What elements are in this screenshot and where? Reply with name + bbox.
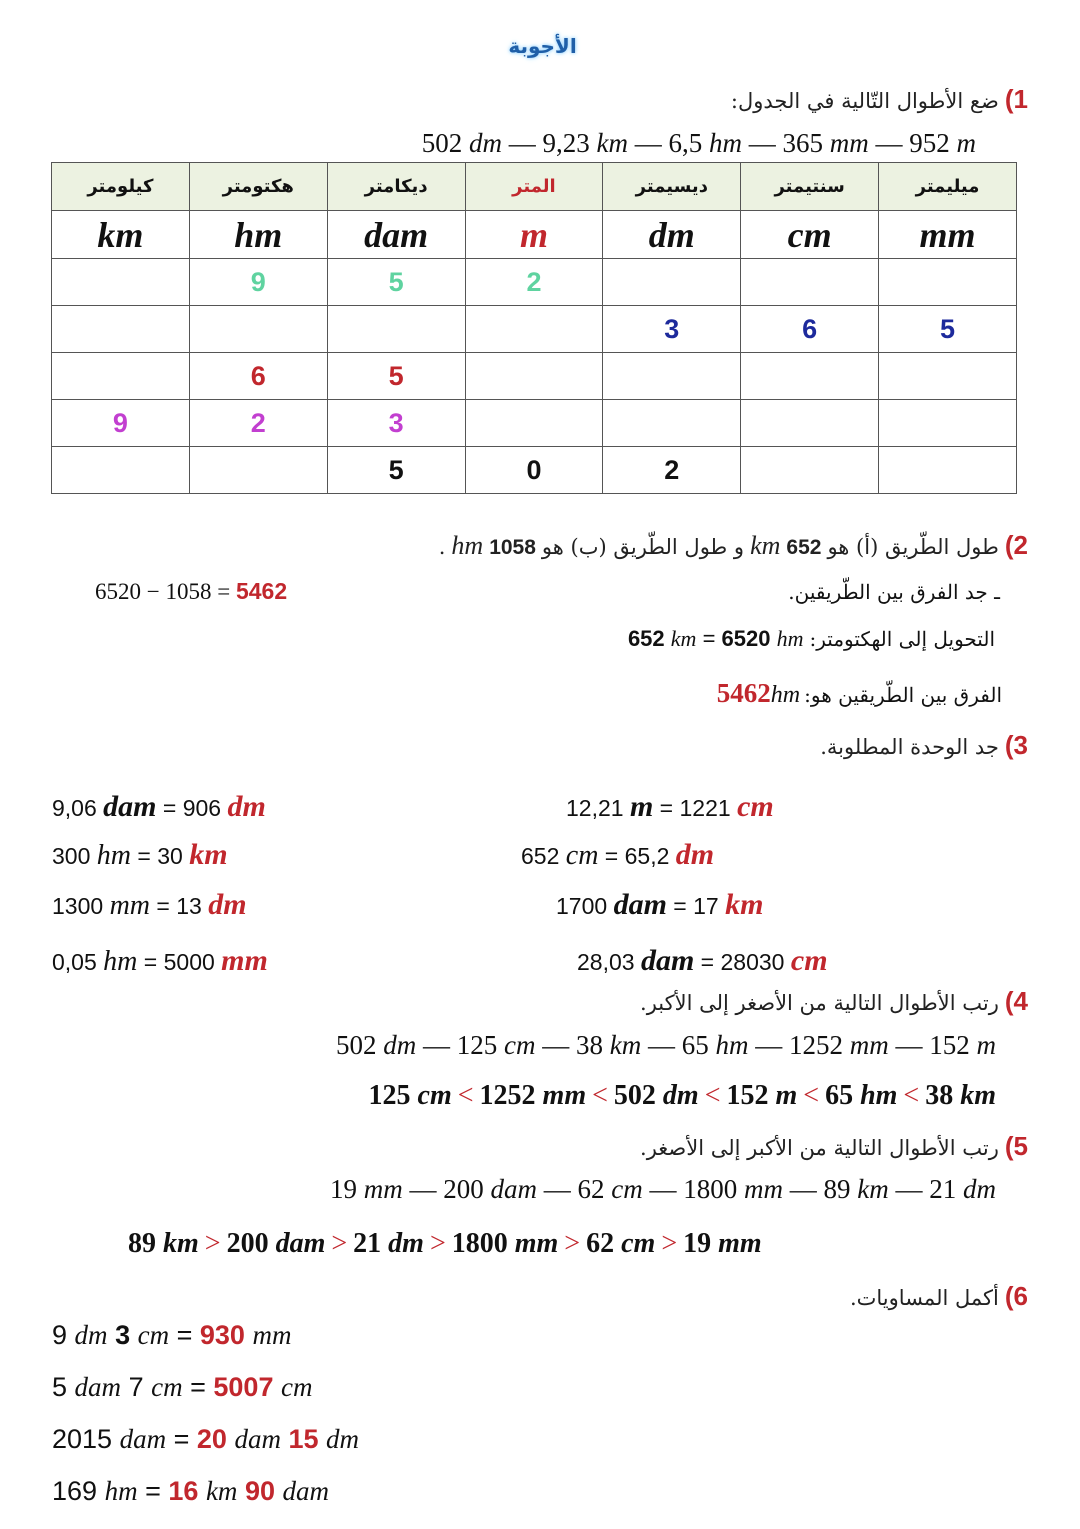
length-separator: — (535, 1030, 577, 1060)
comparison-operator: < (704, 1080, 721, 1111)
digit-cell (603, 259, 741, 306)
unit-name-cell: ميليمتر (879, 163, 1017, 211)
length-value: 200 (443, 1174, 491, 1204)
eq-result: 13 (176, 893, 209, 919)
unit-name-cell: سنتيمتر (741, 163, 879, 211)
eq-unit: m (629, 790, 654, 823)
length-value: 38 (576, 1030, 610, 1060)
comparison-operator: < (803, 1080, 820, 1111)
digit-cell (741, 353, 879, 400)
q3-heading (820, 730, 1028, 761)
digit-cell (879, 447, 1017, 494)
eq-unit: mm (109, 890, 151, 921)
digit-cell (603, 353, 741, 400)
length-value: 125 (456, 1030, 505, 1060)
length-value: 1252 (789, 1030, 850, 1060)
eq-result: 17 (693, 893, 726, 919)
eq-unit: dam (640, 944, 695, 977)
ordered-value: 62 (586, 1228, 622, 1259)
unit-names-row (52, 163, 1017, 211)
equality-value: 5 (52, 1372, 68, 1402)
length-value: 65 (681, 1030, 716, 1060)
conversion-equation (566, 790, 774, 824)
ordered-value: 152 (726, 1080, 776, 1111)
ordered-value: 38 (925, 1080, 961, 1111)
digit-cell (52, 353, 190, 400)
length-value: 9,23 (542, 128, 597, 158)
q1-heading (731, 84, 1028, 115)
eq-answer-unit: km (189, 838, 228, 871)
digit-cell: 9 (189, 259, 327, 306)
eq-value: 300 (52, 843, 97, 869)
length-separator: — (402, 1174, 444, 1204)
conversion-equation (521, 838, 714, 872)
length-value: 21 (929, 1174, 963, 1204)
ordered-unit: hm (860, 1080, 898, 1111)
digit-cell (52, 306, 190, 353)
length-separator: — (742, 128, 783, 158)
length-separator: — (783, 1174, 824, 1204)
eq-value: 1300 (52, 893, 110, 919)
table-row (52, 306, 1017, 353)
equality-unit: dam (282, 1476, 329, 1506)
unit-name-cell: هكتومتر (189, 163, 327, 211)
length-value: 19 (330, 1174, 364, 1204)
digit-cell (879, 259, 1017, 306)
equality-line (52, 1476, 329, 1507)
eq-answer-unit: dm (208, 888, 247, 921)
equality-unit: cm (137, 1320, 170, 1350)
unit-symbol-cell: cm (741, 211, 879, 259)
q2-value-a: 652 (786, 536, 822, 559)
eq-sign: = (156, 795, 183, 821)
equality-unit: dm (326, 1424, 360, 1454)
table-row (52, 259, 1017, 306)
q2-answer-value: 5462 (716, 678, 771, 708)
answers-title: الأجوبة (508, 34, 577, 58)
length-unit: dm (963, 1174, 996, 1204)
length-unit: m (976, 1030, 996, 1060)
digit-cell: 0 (465, 447, 603, 494)
table-row (52, 353, 1017, 400)
length-value: 1800 (683, 1174, 745, 1204)
ordered-unit: dam (275, 1228, 326, 1259)
ordered-value: 65 (825, 1080, 861, 1111)
equality-answer: 16 (168, 1476, 199, 1506)
comparison-operator: > (661, 1228, 678, 1259)
length-unit: mm (849, 1030, 889, 1060)
q6-heading (850, 1281, 1028, 1312)
ordered-unit: m (775, 1080, 798, 1111)
conversion-equation (52, 790, 266, 824)
eq-unit: cm (565, 840, 599, 871)
equality-unit: cm (280, 1372, 313, 1402)
digit-cell: 3 (603, 306, 741, 353)
eq-result: 5000 (163, 949, 222, 975)
length-unit: km (596, 128, 628, 158)
q2-conv-eq: = (702, 626, 716, 651)
digit-cell (465, 400, 603, 447)
q5-number: 5) (1004, 1131, 1028, 1161)
length-separator: — (628, 128, 669, 158)
table-row (52, 447, 1017, 494)
ordered-value: 1252 (479, 1080, 543, 1111)
eq-unit: dam (103, 790, 157, 823)
ordered-unit: km (960, 1080, 996, 1111)
eq-unit: hm (103, 946, 138, 977)
equals-sign: = (190, 1372, 214, 1402)
q2-calc-expr: 6520 − 1058 = (95, 579, 231, 604)
length-unit: km (609, 1030, 642, 1060)
digit-cell: 2 (603, 447, 741, 494)
digit-cell (879, 400, 1017, 447)
ordered-value: 19 (683, 1228, 719, 1259)
eq-result: 30 (157, 843, 190, 869)
length-unit: km (857, 1174, 889, 1204)
eq-sign: = (150, 893, 177, 919)
eq-answer-unit: dm (227, 790, 266, 823)
q3-prompt: جد الوحدة المطلوبة. (820, 735, 999, 759)
eq-sign: = (137, 949, 164, 975)
length-separator: — (641, 1030, 682, 1060)
digit-cell: 6 (741, 306, 879, 353)
unit-symbol-cell: m (465, 211, 603, 259)
digit-cell: 9 (52, 400, 190, 447)
eq-value: 9,06 (52, 795, 104, 821)
eq-answer-unit: mm (221, 944, 268, 977)
ordered-value: 1800 (451, 1228, 515, 1259)
ordered-value: 21 (353, 1228, 389, 1259)
conversion-equation (577, 944, 828, 978)
q2-prompt-end: . (438, 535, 446, 559)
equals-sign: = (176, 1320, 200, 1350)
eq-answer-unit: cm (790, 944, 828, 977)
unit-symbol-cell: km (52, 211, 190, 259)
length-unit: mm (363, 1174, 403, 1204)
q2-unit-a: km (750, 531, 781, 560)
equality-unit: hm (104, 1476, 138, 1506)
q2-conv-right-value: 6520 (721, 626, 771, 651)
length-separator: — (748, 1030, 789, 1060)
q2-unit-b: hm (451, 531, 484, 560)
ordered-unit: dm (388, 1228, 424, 1259)
length-unit: cm (504, 1030, 536, 1060)
eq-result: 906 (182, 795, 228, 821)
eq-result: 28030 (720, 949, 791, 975)
q1-lengths-list (422, 128, 976, 159)
digit-cell (741, 259, 879, 306)
length-unit: dam (490, 1174, 538, 1204)
eq-answer-unit: cm (737, 790, 774, 823)
length-value: 152 (929, 1030, 977, 1060)
equality-answer: 5007 (213, 1372, 274, 1402)
equality-answer: 930 (199, 1320, 245, 1350)
table-row (52, 400, 1017, 447)
unit-symbol-cell: dam (327, 211, 465, 259)
comparison-operator: > (204, 1228, 221, 1259)
q2-answer-unit: hm (770, 682, 801, 708)
conversion-equation (52, 838, 228, 872)
length-separator: — (502, 128, 543, 158)
length-separator: — (416, 1030, 457, 1060)
eq-sign: = (653, 795, 680, 821)
length-separator: — (888, 1030, 930, 1060)
q4-heading (640, 986, 1028, 1017)
ordered-value: 125 (368, 1080, 418, 1111)
q2-task: ـ جد الفرق بين الطّريقين. (788, 580, 1000, 604)
length-value: 365 (782, 128, 830, 158)
eq-value: 12,21 (566, 795, 630, 821)
equality-line (52, 1372, 312, 1403)
eq-value: 1700 (556, 893, 614, 919)
q5-lengths-list (330, 1174, 996, 1205)
comparison-operator: < (457, 1080, 474, 1111)
q2-heading (439, 530, 1028, 561)
q4-number: 4) (1004, 986, 1028, 1016)
eq-value: 652 (521, 843, 566, 869)
comparison-operator: > (331, 1228, 348, 1259)
digit-cell (189, 306, 327, 353)
equality-unit: dam (74, 1372, 122, 1402)
eq-answer-unit: km (725, 888, 764, 921)
conversion-equation (52, 888, 247, 922)
digit-cell (189, 447, 327, 494)
digit-cell: 3 (327, 400, 465, 447)
equality-value: 9 (52, 1320, 68, 1350)
digit-cell (52, 259, 190, 306)
q3-number: 3) (1004, 730, 1028, 760)
eq-value: 28,03 (577, 949, 641, 975)
unit-symbols-row (52, 211, 1017, 259)
equality-value: 7 (128, 1372, 144, 1402)
equality-line (52, 1424, 359, 1455)
unit-name-cell: المتر (465, 163, 603, 211)
ordered-unit: mm (718, 1228, 762, 1259)
q4-prompt: رتب الأطوال التالية من الأصغر إلى الأكبر. (640, 991, 999, 1015)
length-separator: — (888, 1174, 930, 1204)
equality-unit: cm (151, 1372, 183, 1402)
length-value: 502 (336, 1030, 384, 1060)
q1-number: 1) (1004, 84, 1028, 114)
digit-cell (741, 400, 879, 447)
comparison-operator: < (592, 1080, 608, 1111)
equals-sign: = (145, 1476, 169, 1506)
q6-prompt: أكمل المساويات. (849, 1286, 999, 1310)
length-unit: cm (611, 1174, 643, 1204)
q2-conv-right-unit: hm (776, 626, 804, 651)
length-unit: hm (709, 128, 742, 158)
equality-value: 3 (115, 1320, 131, 1350)
conversion-equation (52, 944, 268, 978)
ordered-unit: mm (514, 1228, 559, 1259)
digit-cell (879, 353, 1017, 400)
equality-unit: km (205, 1476, 238, 1506)
q2-answer-label: الفرق بين الطّريقين هو: (804, 683, 1002, 707)
length-value: 502 (421, 128, 470, 158)
equality-line (52, 1320, 291, 1351)
digit-cell: 5 (327, 447, 465, 494)
digit-cell: 5 (879, 306, 1017, 353)
length-unit: m (956, 128, 976, 158)
length-value: 62 (577, 1174, 612, 1204)
eq-result: 1221 (679, 795, 738, 821)
q2-conversion-line (628, 626, 995, 652)
q4-ordered-answer (369, 1080, 996, 1112)
q6-number: 6) (1004, 1281, 1028, 1311)
q2-prompt-a: طول الطّريق (أ) هو (827, 535, 999, 559)
equality-answer: 15 (288, 1424, 319, 1454)
q2-answer-line (717, 678, 1002, 709)
length-unit: mm (829, 128, 869, 158)
q5-ordered-answer (128, 1228, 762, 1260)
ordered-value: 502 (613, 1080, 663, 1111)
q1-prompt: ضع الأطوال التّالية في الجدول: (730, 89, 999, 113)
comparison-operator: > (429, 1228, 446, 1259)
equality-unit: dm (74, 1320, 108, 1350)
q2-conversion-label: التحويل إلى الهكتومتر: (809, 627, 995, 651)
ordered-unit: km (163, 1228, 199, 1259)
digit-cell (327, 306, 465, 353)
eq-sign: = (694, 949, 721, 975)
length-separator: — (868, 128, 910, 158)
digit-cell (465, 306, 603, 353)
equality-value: 2015 (52, 1424, 113, 1454)
digit-cell: 6 (189, 353, 327, 400)
ordered-value: 200 (226, 1228, 276, 1259)
digit-cell (603, 400, 741, 447)
eq-unit: dam (613, 888, 667, 921)
ordered-unit: cm (621, 1228, 656, 1259)
unit-symbol-cell: mm (879, 211, 1017, 259)
unit-name-cell: كيلومتر (52, 163, 190, 211)
digit-cell (52, 447, 190, 494)
q2-number: 2) (1004, 530, 1028, 560)
length-unit: hm (715, 1030, 749, 1060)
digit-cell: 2 (189, 400, 327, 447)
q2-conv-left-unit: km (670, 626, 697, 651)
q2-prompt-mid: و طول الطّريق (ب) هو (541, 535, 745, 559)
comparison-operator: > (564, 1228, 581, 1259)
eq-unit: hm (96, 840, 131, 871)
q4-lengths-list (336, 1030, 996, 1061)
eq-value: 0,05 (52, 949, 104, 975)
length-unit: mm (744, 1174, 784, 1204)
equals-sign: = (173, 1424, 197, 1454)
unit-symbol-cell: hm (189, 211, 327, 259)
conversion-equation (556, 888, 763, 922)
equality-unit: dam (119, 1424, 167, 1454)
equality-answer: 20 (196, 1424, 227, 1454)
unit-name-cell: ديكامتر (327, 163, 465, 211)
digit-cell (465, 353, 603, 400)
length-unit: dm (383, 1030, 417, 1060)
q2-conv-left-value: 652 (627, 626, 665, 651)
q2-calculation (95, 578, 287, 605)
eq-result: 65,2 (624, 843, 676, 869)
digit-cell: 5 (327, 259, 465, 306)
ordered-unit: mm (542, 1080, 587, 1111)
length-value: 952 (909, 128, 957, 158)
ordered-unit: cm (417, 1080, 452, 1111)
eq-answer-unit: dm (675, 838, 715, 871)
length-separator: — (642, 1174, 684, 1204)
equality-unit: dam (234, 1424, 281, 1454)
length-value: 89 (823, 1174, 858, 1204)
q2-value-b: 1058 (489, 536, 536, 559)
eq-sign: = (666, 893, 694, 919)
digit-cell (741, 447, 879, 494)
comparison-operator: < (903, 1080, 920, 1111)
units-table (51, 162, 1017, 494)
equality-answer: 90 (244, 1476, 275, 1506)
digit-cell: 2 (465, 259, 603, 306)
ordered-value: 89 (128, 1228, 163, 1259)
length-value: 6,5 (668, 128, 709, 158)
q5-heading (640, 1131, 1028, 1162)
length-unit: dm (469, 128, 503, 158)
q2-calc-result: 5462 (235, 578, 288, 604)
q5-prompt: رتب الأطوال التالية من الأكبر إلى الأصغر. (640, 1136, 999, 1160)
equality-unit: mm (252, 1320, 292, 1350)
eq-sign: = (598, 843, 625, 869)
equality-value: 169 (52, 1476, 98, 1506)
length-separator: — (537, 1174, 578, 1204)
unit-name-cell: ديسيمتر (603, 163, 741, 211)
digit-cell: 5 (327, 353, 465, 400)
unit-symbol-cell: dm (603, 211, 741, 259)
ordered-unit: dm (662, 1080, 699, 1111)
eq-sign: = (131, 843, 158, 869)
